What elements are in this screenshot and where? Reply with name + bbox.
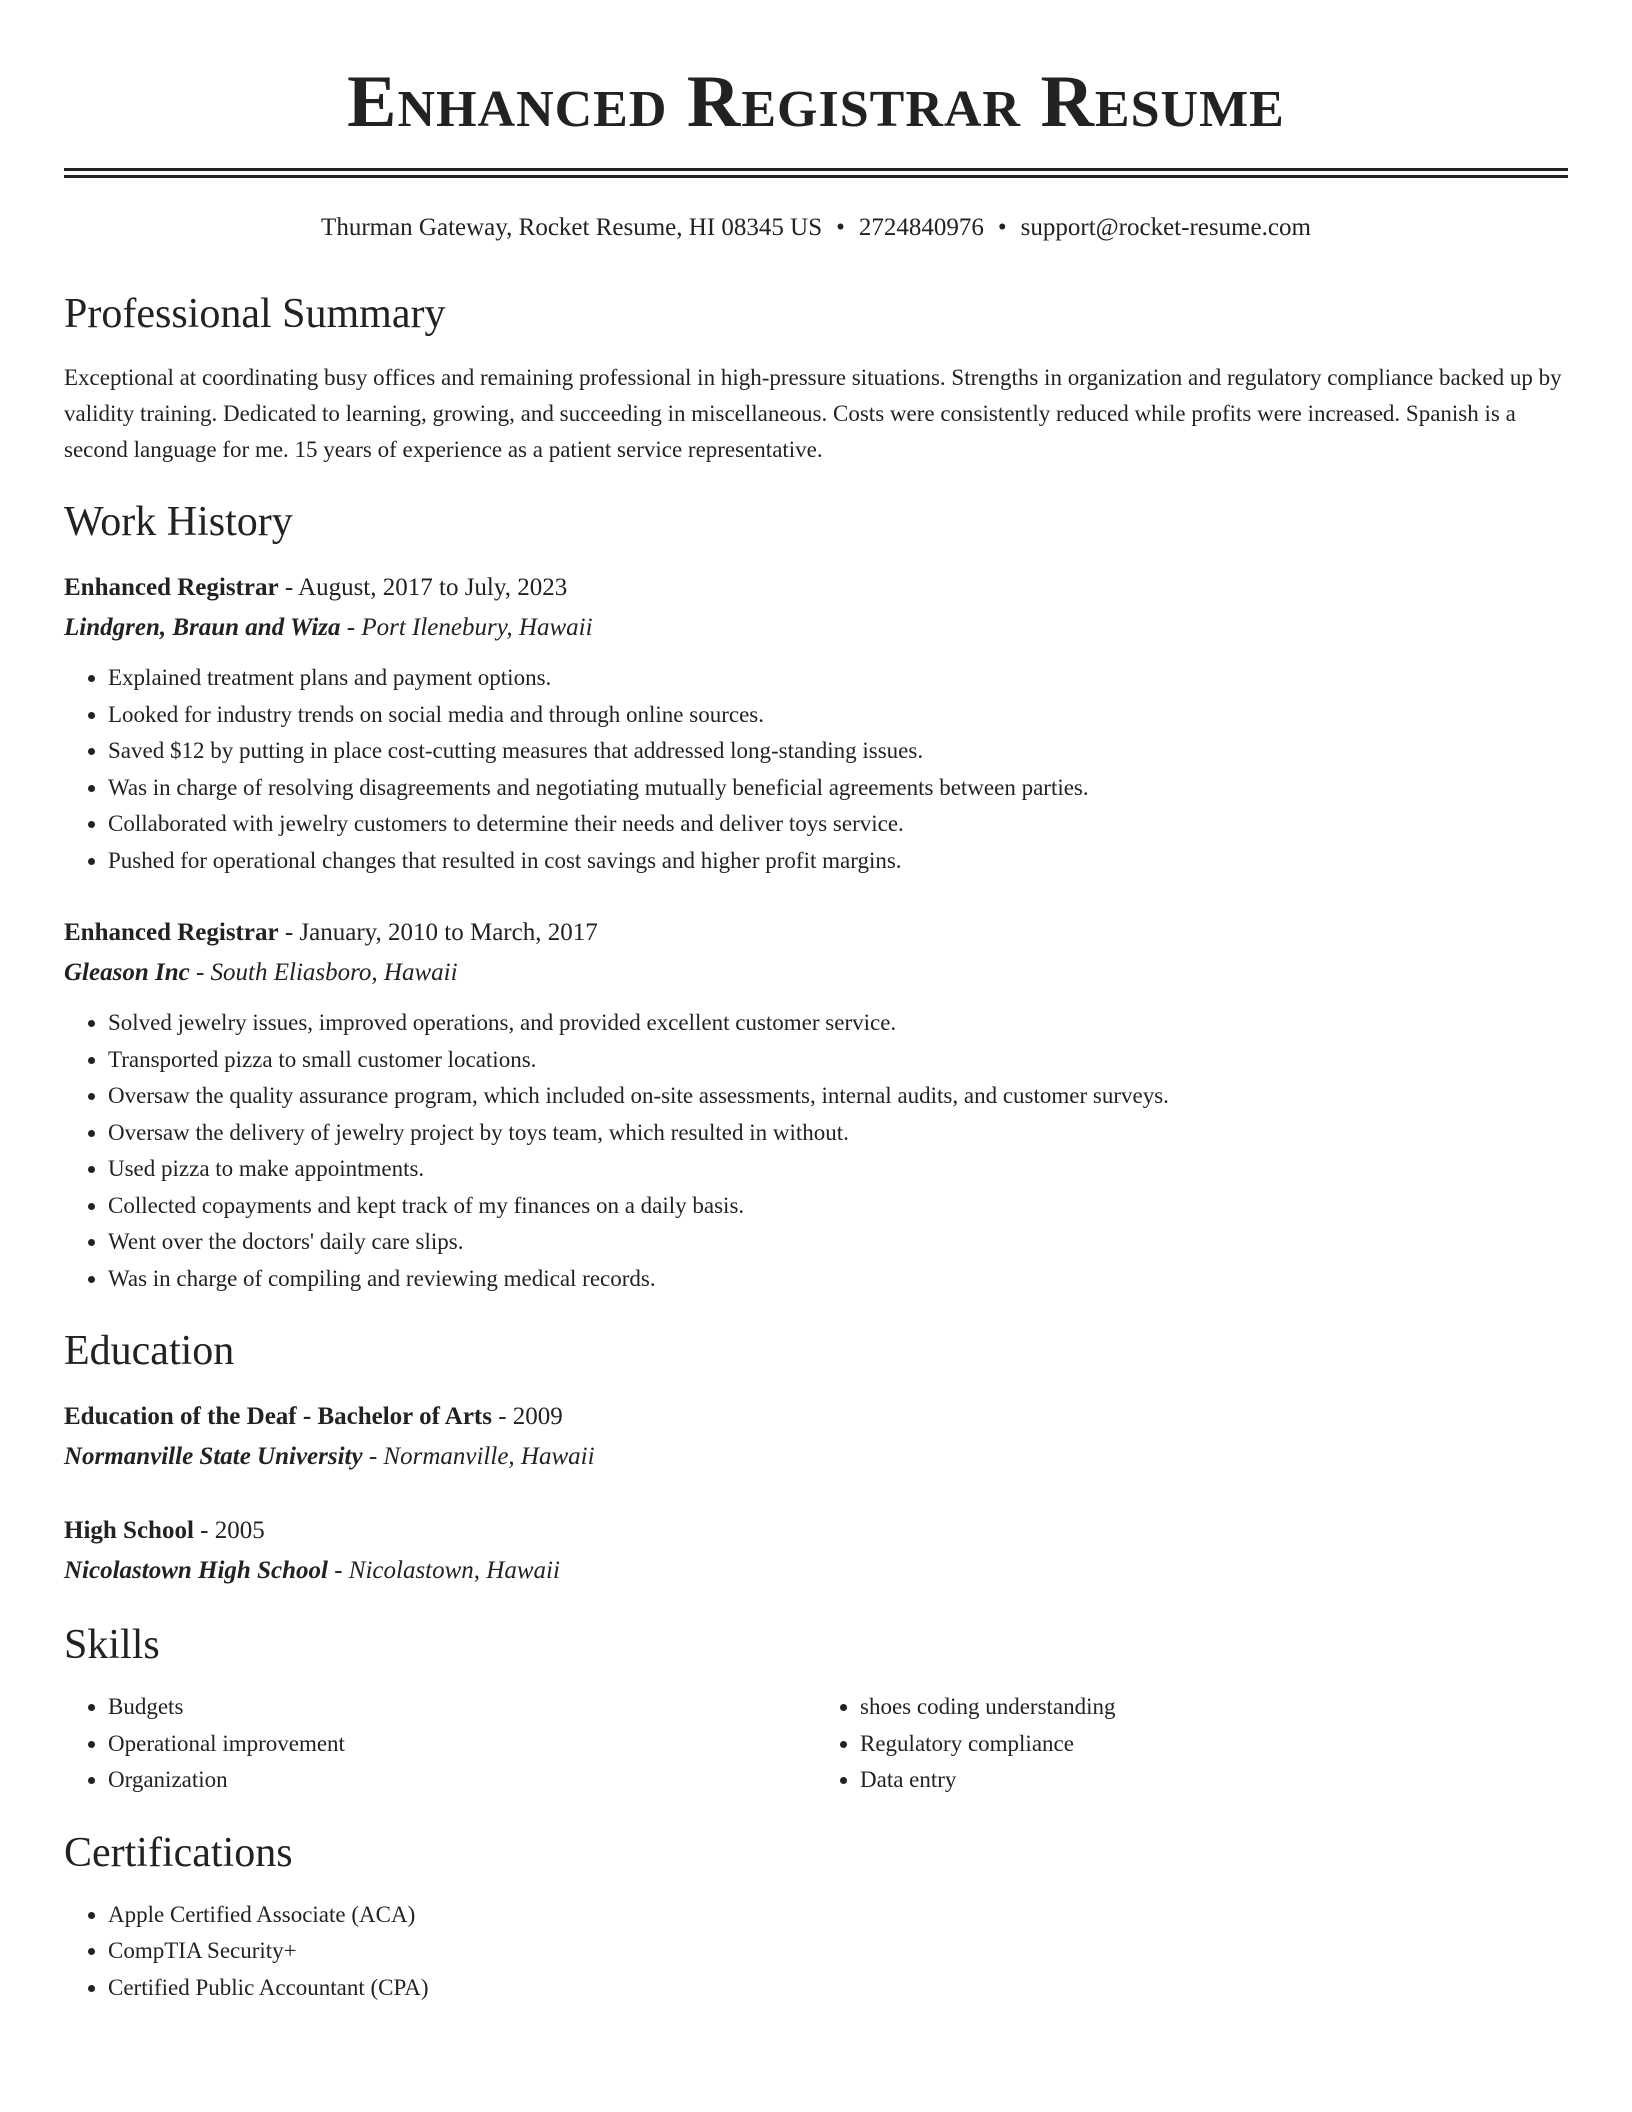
list-item: • Saved $12 by putting in place cost-cutting measures that addressed long-standing issues. [108,733,1568,770]
list-item: • Explained treatment plans and payment options. [108,660,1568,697]
education-school: Nicolastown High School [64,1557,328,1584]
education-location: - Normanville, Hawaii [362,1443,595,1470]
list-item: • Budgets [108,1689,816,1726]
list-item: • Regulatory compliance [860,1726,1568,1763]
education-year: - 2005 [193,1517,265,1544]
certifications-heading: Certifications [64,1829,293,1876]
education-entry [64,1397,1568,1477]
summary-text: Exceptional at coordinating busy offices and remaining professional in high-pressure situations. Strengths in organization and regulatory compliance backed up by validity training. Dedicated to learning, growing, and succeeding in miscellaneous. Costs were consistently reduced while profits were increased. Spanish is a second language for me. 15 years of experience as a patient service representative. [64,365,1562,462]
contact-separator: • [997,214,1007,241]
job-company: Lindgren, Braun and Wiza [64,614,341,641]
education-school-line [64,1551,1568,1591]
list-item: • Data entry [860,1762,1568,1799]
skills-column-left [64,1689,816,1799]
list-item: • Solved jewelry issues, improved operations, and provided excellent customer service. [108,1005,1568,1042]
list-item: • Organization [108,1762,816,1799]
education-degree-line [64,1511,1568,1551]
job-dates: - January, 2010 to March, 2017 [278,919,598,946]
contact-email: support@rocket-resume.com [1020,214,1311,241]
list-item: • CompTIA Security+ [108,1933,1568,1970]
job-title-line [64,913,1568,953]
education-entry [64,1511,1568,1591]
job-location: - Port Ilenebury, Hawaii [340,614,593,641]
education-heading: Education [64,1328,235,1374]
education-degree: High School [64,1517,194,1544]
list-item: • Collaborated with jewelry customers to determine their needs and deliver toys service. [108,806,1568,843]
list-item: • Pushed for operational changes that resulted in cost savings and higher profit margins. [108,843,1568,880]
list-item: • Was in charge of resolving disagreements and negotiating mutually beneficial agreements between parties. [108,770,1568,807]
contact-separator: • [836,214,845,241]
list-item: • Was in charge of compiling and reviewing medical records. [108,1261,1568,1298]
education-school: Normanville State University [64,1443,363,1470]
contact-line [64,210,1568,246]
education-degree: Education of the Deaf - Bachelor of Arts [64,1403,492,1430]
job-entry [64,913,1568,1297]
list-item: • Transported pizza to small customer locations. [108,1042,1568,1079]
work-history-heading: Work History [64,499,293,545]
skills-grid [64,1689,1568,1799]
job-company-line [64,608,1568,648]
skills-heading: Skills [64,1622,160,1668]
list-item: • Looked for industry trends on social media and through online sources. [108,697,1568,734]
job-title: Enhanced Registrar [64,919,279,946]
list-item: • Oversaw the quality assurance program, which included on-site assessments, internal audits, and customer surveys. [108,1078,1568,1115]
education-year: - 2009 [491,1403,563,1430]
job-entry [64,568,1568,879]
education-degree-line [64,1397,1568,1437]
education-location: - Nicolastown, Hawaii [327,1557,560,1584]
list-item: • shoes coding understanding [860,1689,1568,1726]
title-double-rule [64,168,1568,178]
contact-address: Thurman Gateway, Rocket Resume, HI 08345 US [321,214,823,241]
list-item: • Operational improvement [108,1726,816,1763]
job-bullets [64,660,1568,879]
skills-column-right [816,1689,1568,1799]
job-title: Enhanced Registrar [64,574,279,601]
job-company: Gleason Inc [64,959,190,986]
certifications-list [64,1897,1568,2007]
list-item: • Certified Public Accountant (CPA) [108,1970,1568,2007]
education-school-line [64,1437,1568,1477]
list-item: • Went over the doctors' daily care slips. [108,1224,1568,1261]
summary-heading: Professional Summary [64,291,446,337]
job-company-line [64,953,1568,993]
job-bullets [64,1005,1568,1297]
resume-title: Enhanced Registrar Resume [347,61,1285,143]
contact-phone: 2724840976 [858,214,984,241]
job-title-line [64,568,1568,608]
list-item: • Oversaw the delivery of jewelry project by toys team, which resulted in without. [108,1115,1568,1152]
list-item: • Collected copayments and kept track of my finances on a daily basis. [108,1188,1568,1225]
job-location: - South Eliasboro, Hawaii [189,959,458,986]
list-item: • Apple Certified Associate (ACA) [108,1897,1568,1934]
job-dates: - August, 2017 to July, 2023 [278,574,568,601]
list-item: • Used pizza to make appointments. [108,1151,1568,1188]
